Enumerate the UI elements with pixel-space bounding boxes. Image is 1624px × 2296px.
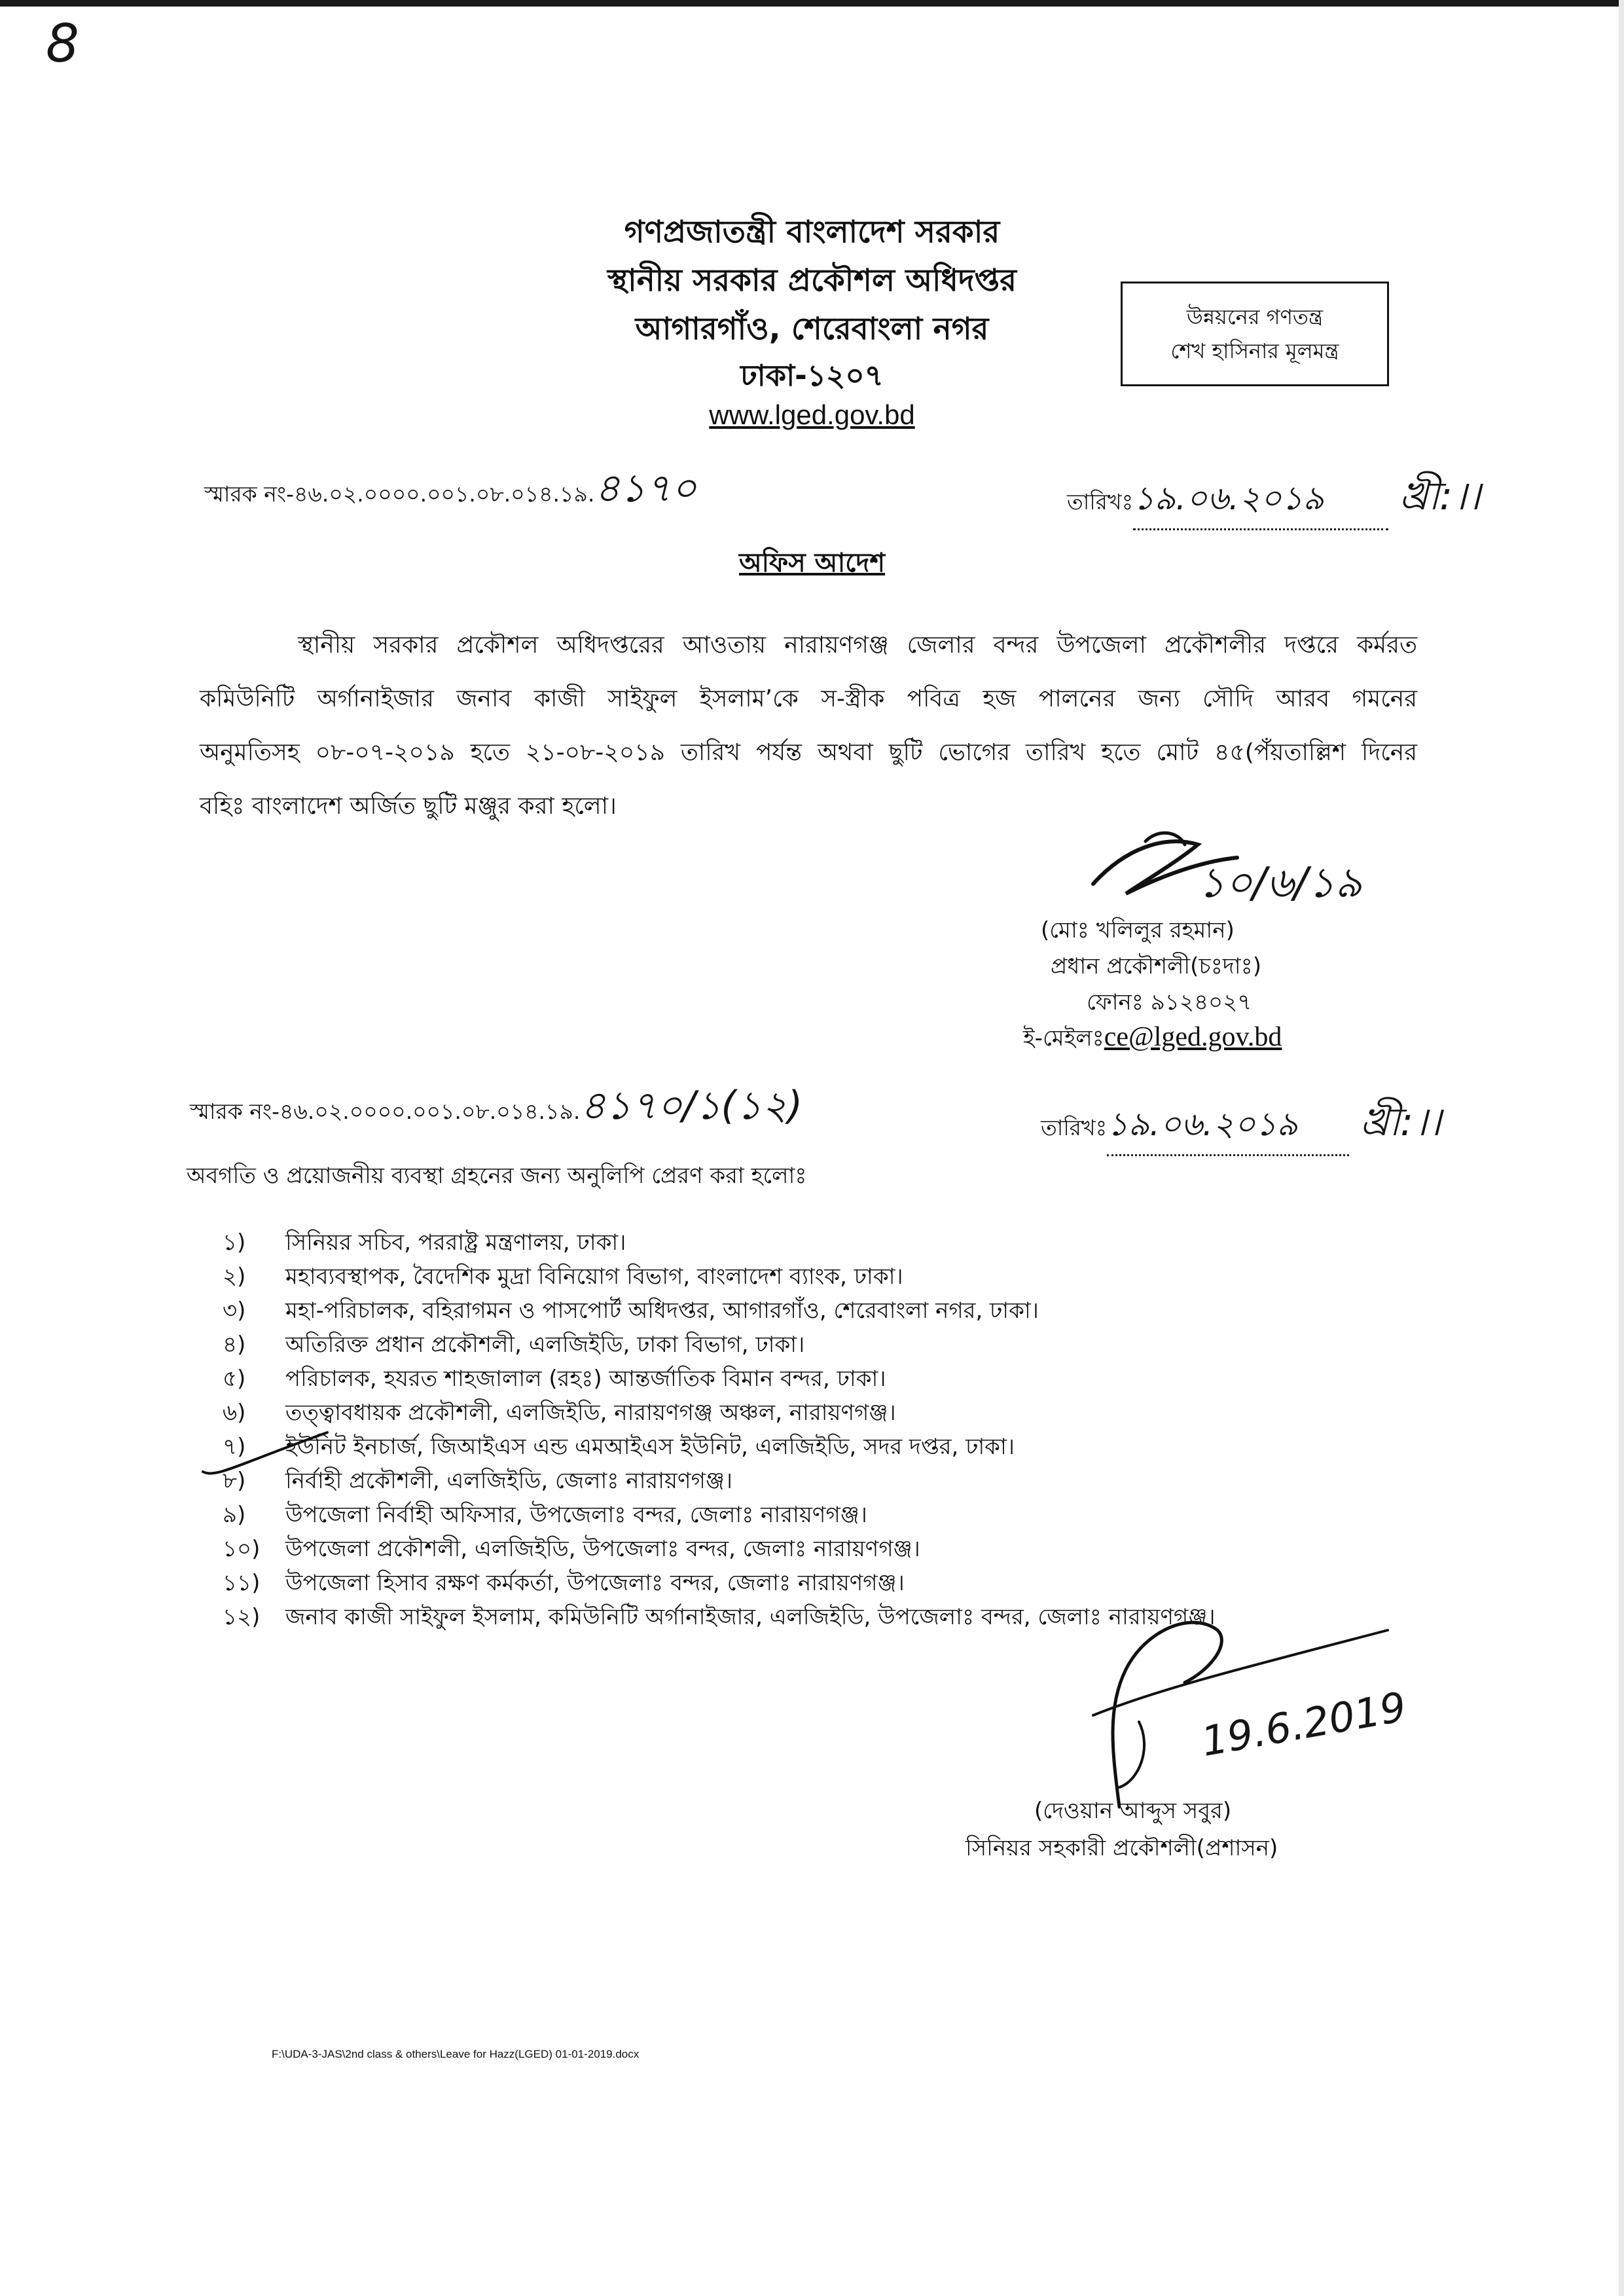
signature-1-text: ১০/৬/১৯ — [1198, 859, 1362, 907]
date-suffix: খ্রী:।। — [1399, 473, 1481, 519]
order-date — [1067, 466, 1481, 532]
signatory-1-email-row — [1023, 1021, 1282, 1059]
header-city: ঢাকা-১২০৭ — [740, 358, 884, 393]
signatory-2-designation: সিনিয়র সহকারী প্রকৌশলী(প্রশাসন) — [965, 1835, 1278, 1861]
header-department: স্থানীয় সরকার প্রকৌশল অধিদপ্তর — [607, 263, 1017, 299]
page-corner-mark: 8 — [46, 13, 79, 74]
document-title: অফিস আদেশ — [738, 548, 886, 578]
order-memo-number — [204, 458, 696, 524]
email-link[interactable]: ce@lged.gov.bd — [1104, 1022, 1282, 1052]
signature-2-date: 19.6.2019 — [1198, 1683, 1410, 1766]
body-line-3: অনুমতিসহ ০৮-০৭-২০১৯ হতে ২১-০৮-২০১৯ তারিখ পর্যন্ত অথবা ছুটি ভোগের তারিখ হতে মোট ৪৫(পঁয়তাল্লিশ দিনের — [200, 739, 1417, 766]
order-body — [200, 619, 1417, 833]
body-line-2: কমিউনিটি অর্গানাইজার জনাব কাজী সাইফুল ইসলাম’কে স-স্ত্রীক পবিত্র হজ পালনের জন্য সৌদি আরব গমনের — [200, 685, 1417, 712]
copy-memo-number — [190, 1076, 803, 1141]
body-line-1: স্থানীয় সরকার প্রকৌশল অধিদপ্তরের আওতায় নারায়ণগঞ্জ জেলার বন্দর উপজেলা প্রকৌশলীর দপ্তরে কর্মরত — [298, 632, 1417, 659]
memo-handwritten: ৪১৭০ — [594, 465, 697, 511]
slogan-line-2: শেখ হাসিনার মূলমন্ত্র — [1170, 338, 1339, 363]
email-label: ই-মেইলঃ — [1023, 1025, 1104, 1051]
slogan-box — [1121, 282, 1389, 386]
signatory-1-designation: প্রধান প্রকৌশলী(চঃদাঃ) — [1051, 953, 1261, 979]
header-address: আগারগাঁও, শেরেবাংলা নগর — [635, 311, 989, 347]
copy-memo-handwritten: ৪১৭০/১(১২) — [580, 1083, 803, 1129]
date-handwritten: ১৯.০৬.২০১৯ — [1133, 474, 1388, 530]
slogan-line-1: উন্নয়নের গণতন্ত্র — [1186, 304, 1324, 329]
copy-date-handwritten: ১৯.০৬.২০১৯ — [1107, 1100, 1349, 1156]
date-label: তারিখঃ — [1067, 489, 1134, 515]
signatory-1-phone: ফোনঃ ৯১২৪০২৭ — [1087, 989, 1252, 1015]
header-website[interactable]: www.lged.gov.bd — [709, 399, 915, 430]
header-government: গণপ্রজাতন্ত্রী বাংলাদেশ সরকার — [624, 214, 1000, 250]
copy-date — [1041, 1092, 1441, 1157]
cc-intro: অবগতি ও প্রয়োজনীয় ব্যবস্থা গ্রহনের জন্য অনুলিপি প্রেরণ করা হলোঃ — [187, 1163, 807, 1189]
copy-date-label: তারিখঃ — [1041, 1115, 1108, 1140]
signatory-2-name: (দেওয়ান আব্দুস সবুর) — [1034, 1798, 1232, 1824]
signatory-1-name: (মোঃ খলিলুর রহমান) — [1041, 917, 1235, 943]
scan-top-edge — [0, 0, 1624, 7]
body-line-4: বহিঃ বাংলাদেশ অর্জিত ছুটি মঞ্জুর করা হলো। — [200, 793, 617, 820]
file-path: F:\UDA-3-JAS\2nd class & others\Leave for Hazz(LGED) 01-01-2019.docx — [272, 2048, 640, 2060]
tick-mark — [196, 1426, 340, 1485]
copy-date-suffix: খ্রী:।। — [1360, 1099, 1442, 1145]
memo-label: স্মারক নং-৪৬.০২.০০০০.০০১.০৮.০১৪.১৯. — [204, 481, 595, 507]
copy-memo-label: স্মারক নং-৪৬.০২.০০০০.০০১.০৮.০১৪.১৯. — [190, 1099, 581, 1124]
